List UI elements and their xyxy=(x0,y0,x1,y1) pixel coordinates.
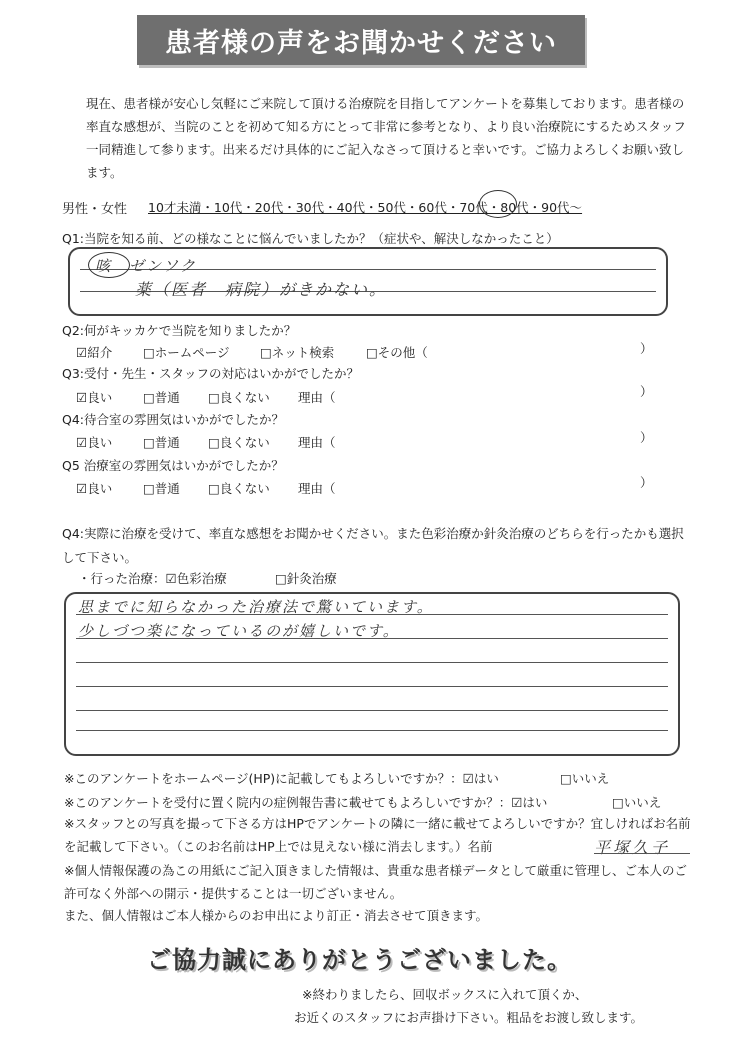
q3-question: Q3:受付・先生・スタッフの対応はいかがでしたか？ xyxy=(62,366,360,381)
age-options: 10才未満・10代・20代・30代・40代・50代・60代・70代・80代・90代〜 xyxy=(148,200,583,215)
q5-reason[interactable]: 理由（ xyxy=(298,481,336,496)
q2-option-referral[interactable]: ☑紹介 xyxy=(76,345,113,360)
consent-report[interactable]: ※このアンケートを受付に置く院内の症例報告書に載せてもよろしいですか？：☑はい xyxy=(64,795,548,810)
q3-close-paren: ） xyxy=(640,384,653,399)
intro-text: 現在、患者様が安心し気軽にご来院して頂ける治療院を目指してアンケートを募集しております。患者様の率直な感想が、当院のことを初めて知る方にとって非常に参考となり、より良い治療院にするためスタッフ一同精進して参ります。出来るだけ具体的にご記入なさって頂けると幸いです。ご協力よろしくお願い致します。 xyxy=(86,96,686,180)
q5-option-bad[interactable]: □良くない xyxy=(208,481,270,496)
q4-waiting-reason[interactable]: 理由（ xyxy=(298,435,336,450)
q3-option-normal[interactable]: □普通 xyxy=(143,390,180,405)
q3-option-bad[interactable]: □良くない xyxy=(208,390,270,405)
q2-option-other[interactable]: □その他（ xyxy=(366,345,428,360)
treatment-option-color[interactable]: ・行った治療：☑色彩治療 xyxy=(78,571,227,586)
q3-option-good[interactable]: ☑良い xyxy=(76,390,113,405)
q2-option-net-search[interactable]: □ネット検索 xyxy=(260,345,335,360)
consent-homepage-no[interactable]: □いいえ xyxy=(560,771,610,786)
privacy-correction: また、個人情報はご本人様からのお申出により訂正・消去させて頂きます。 xyxy=(64,908,489,923)
name-underline xyxy=(594,853,690,854)
consent-photo: ※スタッフとの写真を撮って下さる方はHPでアンケートの隣に一緒に載せてよろしいですか？宜しければお名前を記載して下さい。（このお名前はHP上では見えない様に消去します。）名前 xyxy=(64,816,691,854)
gender-options: 男性・女性 xyxy=(62,202,128,217)
q1-question: Q1:当院を知る前、どの様なことに悩んでいましたか？（症状や、解決しなかったこと） xyxy=(62,231,559,246)
privacy-notice: ※個人情報保護の為この用紙にご記入頂きました情報は、貴重な患者様データとして厳重に管理し、ご本人のご許可なく外部への開示・提供することは一切ございません。 xyxy=(64,863,687,901)
q4-waiting-option-bad[interactable]: □良くない xyxy=(208,435,270,450)
q4-waiting-question: Q4:待合室の雰囲気はいかがでしたか？ xyxy=(62,412,285,427)
q2-close-paren: ） xyxy=(640,341,653,356)
footer-line1: ※終わりましたら、回収ボックスに入れて頂くか、 xyxy=(302,987,588,1002)
q5-question: Q5 治療室の雰囲気はいかがでしたか？ xyxy=(62,458,284,473)
q4-treatment-answer-line1: 思までに知らなかった治療法で驚いています。 xyxy=(78,598,434,616)
q4-waiting-option-good[interactable]: ☑良い xyxy=(76,435,113,450)
q2-option-homepage[interactable]: □ホームページ xyxy=(143,345,230,360)
name-field[interactable]: 平塚久子 xyxy=(594,838,671,857)
q4-treatment-answer-line2: 少しづつ楽になっているのが嬉しいです。 xyxy=(78,622,400,640)
q5-option-normal[interactable]: □普通 xyxy=(143,481,180,496)
q2-question: Q2:何がキッカケで当院を知りましたか？ xyxy=(62,323,297,338)
thanks-message: ご協力誠にありがとうございました。 xyxy=(147,946,572,974)
q5-option-good[interactable]: ☑良い xyxy=(76,481,113,496)
age-selection-circle xyxy=(479,190,517,218)
consent-report-no[interactable]: □いいえ xyxy=(612,795,662,810)
treatment-option-acupuncture[interactable]: □針灸治療 xyxy=(275,571,337,586)
page-title: 患者様の声をお聞かせください xyxy=(137,15,585,65)
q5-close-paren: ） xyxy=(640,475,653,490)
q4-waiting-option-normal[interactable]: □普通 xyxy=(143,435,180,450)
q1-answer-line1: 咳 ゼンソク xyxy=(95,257,197,275)
q1-answer-line2: 薬（医者 病院）がきかない。 xyxy=(135,280,388,299)
q4-treatment-question: Q4:実際に治療を受けて、率直な感想をお聞かせください。また色彩治療か針灸治療のどちらを行ったかも選択して下さい。 xyxy=(62,526,684,565)
q1-circle-mark xyxy=(88,252,130,278)
consent-homepage[interactable]: ※このアンケートをホームページ(HP)に記載してもよろしいですか？：☑はい xyxy=(64,771,499,786)
q4-waiting-close-paren: ） xyxy=(640,430,653,445)
footer-line2: お近くのスタッフにお声掛け下さい。粗品をお渡し致します。 xyxy=(294,1010,644,1025)
q3-reason[interactable]: 理由（ xyxy=(298,390,336,405)
